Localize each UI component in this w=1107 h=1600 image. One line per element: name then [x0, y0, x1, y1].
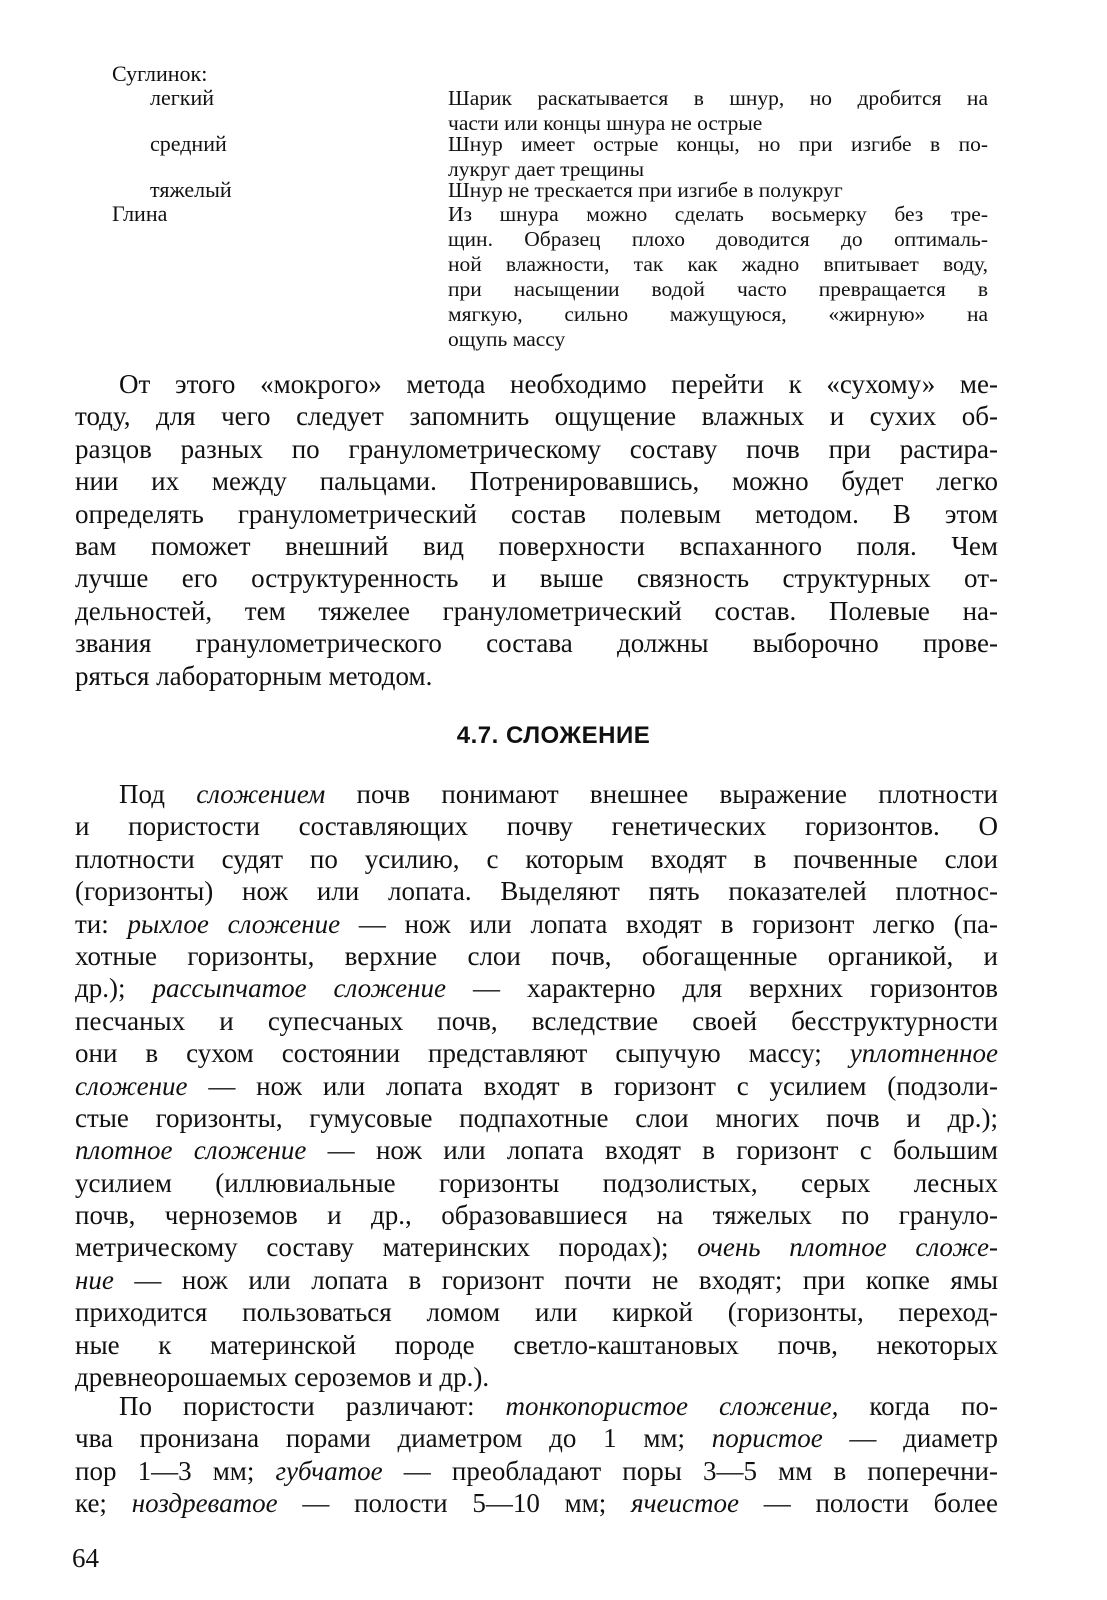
text-line: ние — нож или лопата в горизонт почти не входят; при копке ямы [75, 1264, 998, 1295]
text-line: древнеорошаемых сероземов и др.). [75, 1362, 490, 1393]
table-row-label: тяжелый [150, 177, 232, 202]
table-row-description: Из шнура можно сделать восьмерку без тре- щин. Образец плохо доводится до оптималь- ной влажности, так как жадно впитывает воду, при насыщении водой часто превращается в мягкую, сильно мажущуюся, «жирную» на ощупь массу [448, 202, 988, 351]
paragraph-soil-porosity [75, 1390, 998, 1520]
table-group-label: Суглинок: [112, 61, 208, 86]
paragraph-soil-structure-density [75, 778, 998, 1393]
text-line: сложение — нож или лопата входят в горизонт с усилием (подзоли- [75, 1070, 998, 1101]
table-row-description: Шнур не трескается при изгибе в полукруг [448, 178, 843, 202]
text-line: усилием (иллювиальные горизонты подзолистых, серых лесных [75, 1167, 998, 1198]
text-line: Под сложением почв понимают внешнее выражение плотности [119, 779, 998, 809]
text-line: ные к материнской породе светло-каштановых почв, некоторых [75, 1329, 998, 1360]
text-line: ти: рыхлое сложение — нож или лопата входят в горизонт легко (па- [75, 908, 999, 939]
page-number: 64 [72, 1543, 99, 1573]
table-row-description: Шнур имеет острые концы, но при изгибе в по- лукруг дает трещины [448, 132, 988, 181]
paragraph-wet-to-dry-method: От этого «мокрого» метода необходимо перейти к «сухому» ме- тоду, для чего следует запомнить ощущение влажных и сухих об- разцов разных по гранулометрическому составу почв при растира- нии их между пальцами. Потренировавшись, можно будет легко определять гранулометрический состав полевым методом. В этом вам поможет внешний вид поверхности вспаханного поля. Чем лучше его оструктуренность и выше связность структурных от- дельностей, тем тяжелее гранулометрический состав. Полевые на- звания гранулометрического состава должны выборочно прове- ряться лабораторным методом. [75, 369, 998, 691]
text-line: метрическому составу материнских породах); очень плотное сложе- [75, 1232, 998, 1263]
text-line: пор 1—3 мм; губчатое — преобладают поры 3—5 мм в поперечни- [75, 1455, 998, 1486]
text-line: они в сухом состоянии представляют сыпучую массу; уплотненное [75, 1038, 998, 1069]
text-line: По пористости различают: тонкопористое сложение, когда по- [119, 1391, 999, 1421]
table-row-label: легкий [150, 85, 215, 110]
text-line: чва пронизана порами диаметром до 1 мм; пористое — диаметр [75, 1423, 998, 1454]
text-line: плотности судят по усилию, с которым входят в почвенные слои [75, 843, 998, 874]
text-line: др.); рассыпчатое сложение — характерно для верхних горизонтов [75, 973, 998, 1004]
table-row-description: Шарик раскатывается в шнур, но дробится на части или концы шнура не острые [448, 86, 988, 135]
text-line: плотное сложение — нож или лопата входят в горизонт с большим [75, 1135, 998, 1166]
text-line: песчаных и супесчаных почв, вследствие своей бесструктурности [75, 1005, 998, 1036]
text-line: почв, черноземов и др., образовавшиеся на тяжелых по грануло- [75, 1200, 998, 1231]
section-heading: 4.7. СЛОЖЕНИЕ [456, 722, 651, 749]
text-line: хотные горизонты, верхние слои почв, обогащенные органикой, и [75, 940, 998, 971]
table-row-label: Глина [112, 201, 168, 226]
text-line: стые горизонты, гумусовые подпахотные слои многих почв и др.); [75, 1102, 998, 1133]
text-line: ке; ноздреватое — полости 5—10 мм; ячеистое — полости более [75, 1488, 999, 1519]
text-line: и пористости составляющих почву генетических горизонтов. О [75, 811, 998, 842]
text-line: приходится пользоваться ломом или киркой (горизонты, переход- [75, 1297, 998, 1328]
text-line: (горизонты) нож или лопата. Выделяют пять показателей плотнос- [75, 876, 998, 907]
table-row-label: средний [150, 131, 227, 156]
